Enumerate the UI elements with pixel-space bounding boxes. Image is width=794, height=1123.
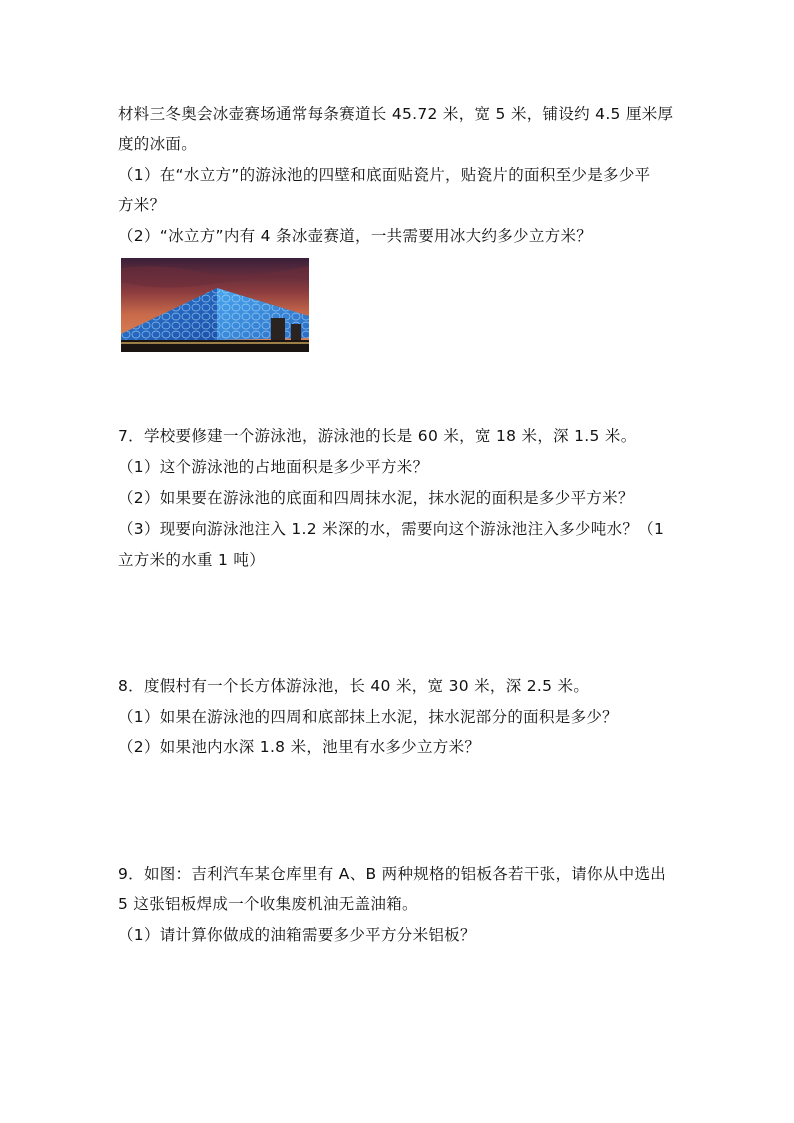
material3-line1: 材料三冬奥会冰壶赛场通常每条赛道长 45.72 米，宽 5 米，铺设约 4.5 厘米厚 bbox=[118, 105, 674, 123]
problem9-question1: （1）请计算你做成的油箱需要多少平方分米铝板？ bbox=[118, 926, 476, 944]
problem9-stem-line2: 5 这张铝板焊成一个收集废机油无盖油箱。 bbox=[118, 895, 418, 913]
material3-question2: （2）“冰立方”内有 4 条冰壶赛道，一共需要用冰大约多少立方米？ bbox=[118, 227, 593, 245]
problem7-stem: 7．学校要修建一个游泳池，游泳池的长是 60 米，宽 18 米，深 1.5 米。 bbox=[118, 427, 637, 445]
material3-line2: 度的冰面。 bbox=[118, 135, 198, 153]
problem7-question2: （2）如果要在游泳池的底面和四周抹水泥，抹水泥的面积是多少平方米？ bbox=[118, 489, 634, 507]
problem8-question2: （2）如果池内水深 1.8 米，池里有水多少立方米？ bbox=[118, 738, 481, 756]
problem7-question1: （1）这个游泳池的占地面积是多少平方米？ bbox=[118, 458, 429, 476]
problem7-question3-line2: 立方米的水重 1 吨） bbox=[118, 551, 266, 569]
problem8-stem: 8．度假村有一个长方体游泳池，长 40 米，宽 30 米，深 2.5 米。 bbox=[118, 677, 590, 695]
problem7-question3-line1: （3）现要向游泳池注入 1.2 米深的水，需要向这个游泳池注入多少吨水？（1 bbox=[118, 520, 665, 538]
material3-question1-line1: （1）在“水立方”的游泳池的四壁和底面贴瓷片，贴瓷片的面积至少是多少平 bbox=[118, 166, 651, 184]
water-cube-photo bbox=[121, 258, 309, 352]
problem8-question1: （1）如果在游泳池的四周和底部抹上水泥，抹水泥部分的面积是多少？ bbox=[118, 708, 618, 726]
material3-question1-line2: 方米？ bbox=[118, 196, 166, 214]
problem9-stem-line1: 9．如图：吉利汽车某仓库里有 A、B 两种规格的铝板各若干张，请你从中选出 bbox=[118, 865, 667, 883]
